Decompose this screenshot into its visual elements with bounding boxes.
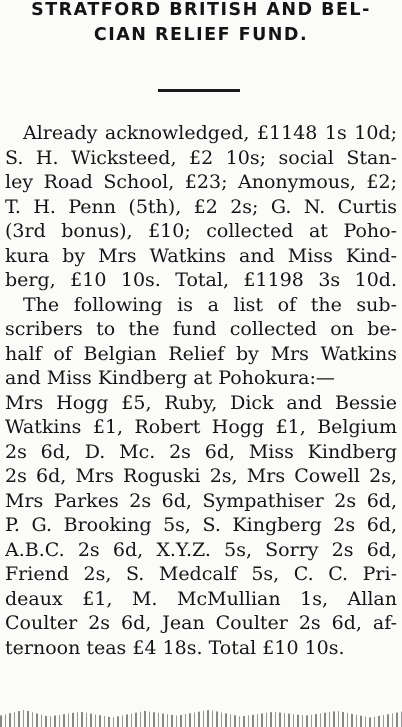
article-body xyxy=(5,121,397,660)
body-line: Mrs Hogg £5, Ruby, Dick and Bessie xyxy=(5,391,397,414)
body-line: Friend 2s, S. Medcalf 5s, C. C. Pri- xyxy=(5,563,397,585)
headline-line-1: STRATFORD BRITISH AND BEL- xyxy=(31,0,371,20)
body-line: P. G. Brooking 5s, S. Kingberg 2s 6d, xyxy=(5,514,397,536)
clipping-bottom-edge xyxy=(0,708,402,727)
body-line: 2s 6d, Mrs Roguski 2s, Mrs Cowell 2s, xyxy=(5,465,397,487)
article-headline xyxy=(0,0,402,48)
body-line: T. H. Penn (5th), £2 2s; G. N. Curtis xyxy=(5,195,397,218)
body-line: (3rd bonus), £10; collected at Poho- xyxy=(5,220,397,242)
headline-divider xyxy=(158,89,240,92)
body-line: Already acknowledged, £1148 1s 10d; xyxy=(23,122,397,144)
body-line: S. H. Wicksteed, £2 10s; social Stan- xyxy=(5,146,397,169)
body-line: A.B.C. 2s 6d, X.Y.Z. 5s, Sorry 2s 6d, xyxy=(5,538,397,561)
body-line: deaux £1, M. McMullian 1s, Allan xyxy=(5,587,397,610)
body-line: ley Road School, £23; Anonymous, £2; xyxy=(5,171,397,193)
body-line: 2s 6d, D. Mc. 2s 6d, Miss Kindberg xyxy=(5,440,397,463)
body-line: berg, £10 10s. Total, £1198 3s 10d. xyxy=(5,269,397,291)
body-line: half of Belgian Relief by Mrs Watkins xyxy=(5,342,397,365)
body-line: Coulter 2s 6d, Jean Coulter 2s 6d, af- xyxy=(5,612,397,634)
headline-line-2: CIAN RELIEF FUND. xyxy=(93,25,309,45)
body-line: Watkins £1, Robert Hogg £1, Belgium xyxy=(5,416,397,438)
body-line: and Miss Kindberg at Pohokura:— xyxy=(5,367,335,389)
body-line: The following is a list of the sub- xyxy=(23,293,397,316)
body-line: ternoon teas £4 18s. Total £10 10s. xyxy=(5,636,345,659)
body-line: Mrs Parkes 2s 6d, Sympathiser 2s 6d, xyxy=(5,489,397,512)
body-line: scribers to the fund collected on be- xyxy=(5,318,397,340)
body-line: kura by Mrs Watkins and Miss Kind- xyxy=(5,244,397,267)
